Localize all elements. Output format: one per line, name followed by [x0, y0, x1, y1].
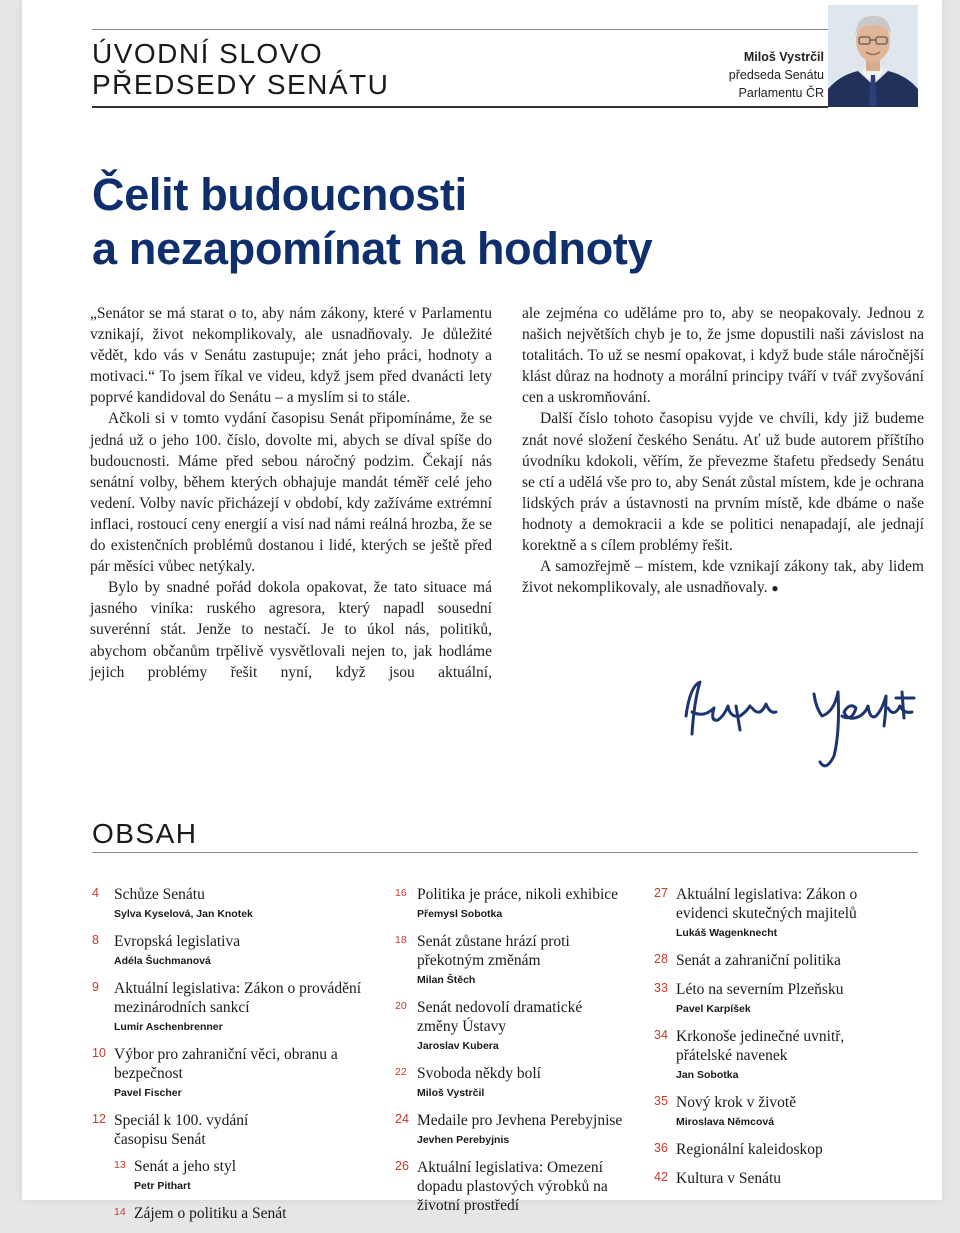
toc-page-number: 13 [114, 1159, 126, 1171]
toc-item[interactable] [92, 979, 368, 1035]
toc-column-2 [395, 885, 635, 1225]
toc-item-title: Senát nedovolí dramatické změny Ústavy [417, 999, 583, 1035]
toc-item-author: Adéla Šuchmanová [114, 955, 211, 967]
toc-item-title: Schůze Senátu [114, 886, 205, 903]
toc-item-author: Lukáš Wagenknecht [676, 927, 778, 939]
toc-item-title: Politika je práce, nikoli exhibice [417, 886, 619, 903]
toc-item[interactable] [92, 1111, 368, 1149]
toc-page-number: 10 [92, 1046, 106, 1060]
toc-item[interactable] [395, 1111, 635, 1148]
toc-item[interactable] [654, 885, 920, 941]
toc-item[interactable] [395, 1158, 635, 1215]
toc-item-title: Senát a zahraniční politika [676, 952, 841, 969]
toc-item-title: Medaile pro Jevhena Perebyjnise [417, 1112, 623, 1129]
toc-item-author: Miloš Vystrčil [417, 1087, 485, 1099]
toc-item[interactable] [92, 1045, 368, 1101]
toc-page-number: 35 [654, 1094, 668, 1108]
toc-page-number: 27 [654, 886, 668, 900]
toc-item[interactable] [92, 885, 368, 922]
toc-item[interactable] [92, 932, 368, 969]
toc-subitem[interactable] [92, 1157, 368, 1194]
toc-page-number: 34 [654, 1028, 668, 1042]
toc-page-number: 4 [92, 886, 99, 900]
toc-item[interactable] [395, 885, 635, 922]
toc-item[interactable] [654, 980, 920, 1017]
headline-line1: Čelit budoucnosti [92, 169, 467, 220]
toc-page-number: 24 [395, 1112, 409, 1126]
author-name: Miloš Vystrčil [743, 50, 824, 64]
toc-item-title: Aktuální legislativa: Omezení dopadu plastových výrobků na životní prostředí [417, 1159, 608, 1214]
article-paragraph: Bylo by snadné pořád dokola opakovat, že tato situace má jasného viníka: ruského agresora, který napadl sousední suverénní stát. Jenže to nestačí. Je to úkol nás, politiků, abychom občanům trpělivě vysvětlovali nejen to, jak hodláme jejich problémy řešit nyní, když jsou aktuální, [90, 579, 492, 681]
toc-item-title: Nový krok v životě [676, 1094, 797, 1111]
article-paragraph: ale zejména co uděláme pro to, aby se neopakovaly. Jednou z našich největších chyb je to, že jsme dopustili naši závislost na totalitách. To už se nesmí opakovat, i když bude stále náročnější klást důraz na hodnoty a morální principy tváří v tvář zvyšování cen a uskromňování. [522, 305, 924, 407]
toc-item-title: Výbor pro zahraniční věci, obranu a bezpečnost [114, 1046, 338, 1082]
toc-rule [92, 852, 918, 853]
headline-line2: a nezapomínat na hodnoty [92, 223, 653, 274]
author-credit [729, 48, 824, 102]
toc-item-author: Jevhen Perebyjnis [417, 1134, 510, 1146]
toc-item-author: Přemysl Sobotka [417, 908, 503, 920]
toc-page-number: 33 [654, 981, 668, 995]
toc-item-author: Miroslava Němcová [676, 1116, 775, 1128]
toc-item[interactable] [395, 932, 635, 988]
toc-page-number: 20 [395, 1000, 407, 1012]
section-title-line1: ÚVODNÍ SLOVO [92, 38, 324, 69]
author-portrait-photo [828, 5, 918, 107]
toc-item[interactable] [654, 1169, 920, 1188]
toc-page-number: 12 [92, 1112, 106, 1126]
handwritten-signature [670, 672, 930, 782]
toc-item[interactable] [395, 998, 635, 1054]
toc-column-1 [92, 885, 368, 1233]
toc-page-number: 26 [395, 1159, 409, 1173]
toc-item-author: Jaroslav Kubera [417, 1040, 499, 1052]
toc-item-author: Pavel Karpíšek [676, 1003, 751, 1015]
toc-item-title: Krkonoše jedinečné uvnitř, přátelské navenek [676, 1028, 845, 1064]
toc-item-title: Svoboda někdy bolí [417, 1065, 541, 1082]
header-bottom-rule [92, 106, 828, 108]
toc-title: OBSAH [92, 818, 198, 849]
toc-item-title: Senát a jeho styl [134, 1158, 237, 1175]
toc-page-number: 8 [92, 933, 99, 947]
article-column-1 [90, 303, 492, 683]
article-column-2 [522, 303, 924, 599]
toc-item-title: Aktuální legislativa: Zákon o evidenci skutečných majitelů [676, 886, 858, 922]
toc-item-author: Milan Štěch [417, 974, 476, 986]
toc-item-author: Pavel Fischer [114, 1087, 182, 1099]
toc-page-number: 36 [654, 1141, 668, 1155]
toc-page-number: 42 [654, 1170, 668, 1184]
toc-page-number: 16 [395, 887, 407, 899]
article-paragraph: „Senátor se má starat o to, aby nám zákony, které v Parlamentu vznikají, život nekomplikovaly, ale usnadňovaly. Je důležité vědět, kdo vás v Senátu zastupuje; znát jeho práci, hodnoty a motivaci.“ To jsem říkal ve videu, když jsem před dvanácti lety poprvé kandidoval do Senátu – a myslím si to stále. [90, 305, 492, 407]
toc-page-number: 14 [114, 1206, 126, 1218]
article-paragraph: Ačkoli si v tomto vydání časopisu Senát připomínáme, že se jedná už o jeho 100. číslo, dovolte mi, abych se díval spíše do budoucnosti. Máme před sebou náročný podzim. Čekají nás senátní volby, během kterých obhajuje mandát téměř celé jeho vedení. Volby navíc přicházejí v období, kdy zažíváme extrémní inflaci, rostoucí ceny energií a visí nad námi reálná hrozba, že se do existenčních problémů dostanou i lidé, kterých se ještě před pár měsíci vůbec netýkaly. [90, 410, 492, 576]
toc-subitem[interactable] [92, 1204, 368, 1223]
toc-item-author: Lumír Aschenbrenner [114, 1021, 223, 1033]
magazine-page [22, 0, 942, 1222]
toc-item[interactable] [654, 951, 920, 970]
section-title [92, 38, 389, 100]
toc-item-title: Speciál k 100. vydání časopisu Senát [114, 1112, 249, 1148]
header-top-rule [92, 29, 918, 30]
toc-item-title: Evropská legislativa [114, 933, 241, 950]
toc-page-number: 22 [395, 1066, 407, 1078]
toc-item-author: Sylva Kyselová, Jan Knotek [114, 908, 253, 920]
section-title-line2: PŘEDSEDY SENÁTU [92, 69, 390, 100]
article-paragraph: Další číslo tohoto časopisu vyjde ve chvíli, kdy již budeme znát nové složení českého Senátu. Ať už bude autorem příštího úvodníku kdokoli, věřím, že převezme štafetu předsedy Senátu se ctí a udělá vše pro to, aby Senát zůstal místem, kde je ochrana lidských práv a ústavnosti na prvním místě, kde dbáme o naše hodnoty a demokracii a kde se politici nenapadají, ale jednají korektně a s cílem problémy řešit. [522, 410, 924, 555]
toc-item-author: Petr Pithart [134, 1180, 191, 1192]
toc-item-title: Aktuální legislativa: Zákon o provádění mezinárodních sankcí [114, 980, 362, 1016]
toc-item[interactable] [654, 1093, 920, 1130]
toc-column-3 [654, 885, 920, 1198]
toc-item-title: Kultura v Senátu [676, 1170, 782, 1187]
article-paragraph-final [522, 556, 924, 599]
final-paragraph-text: A samozřejmě – místem, kde vznikají zákony tak, aby lidem život nekomplikovaly, ale usnadňovaly. [522, 558, 924, 597]
author-role-line1: předseda Senátu [728, 68, 824, 82]
toc-item-title: Regionální kaleidoskop [676, 1141, 823, 1158]
author-role-line2: Parlamentu ČR [738, 86, 824, 100]
toc-item-title: Zájem o politiku a Senát [134, 1205, 287, 1222]
end-mark: ● [771, 581, 779, 596]
toc-item[interactable] [395, 1064, 635, 1101]
toc-item-title: Senát zůstane hrází proti překotným změnám [417, 933, 570, 969]
toc-item-title: Léto na severním Plzeňsku [676, 981, 844, 998]
toc-item[interactable] [654, 1027, 920, 1083]
toc-page-number: 9 [92, 980, 99, 994]
article-headline [92, 168, 652, 276]
toc-item[interactable] [654, 1140, 920, 1159]
toc-page-number: 28 [654, 952, 668, 966]
toc-item-author: Jan Sobotka [676, 1069, 739, 1081]
toc-page-number: 18 [395, 934, 407, 946]
